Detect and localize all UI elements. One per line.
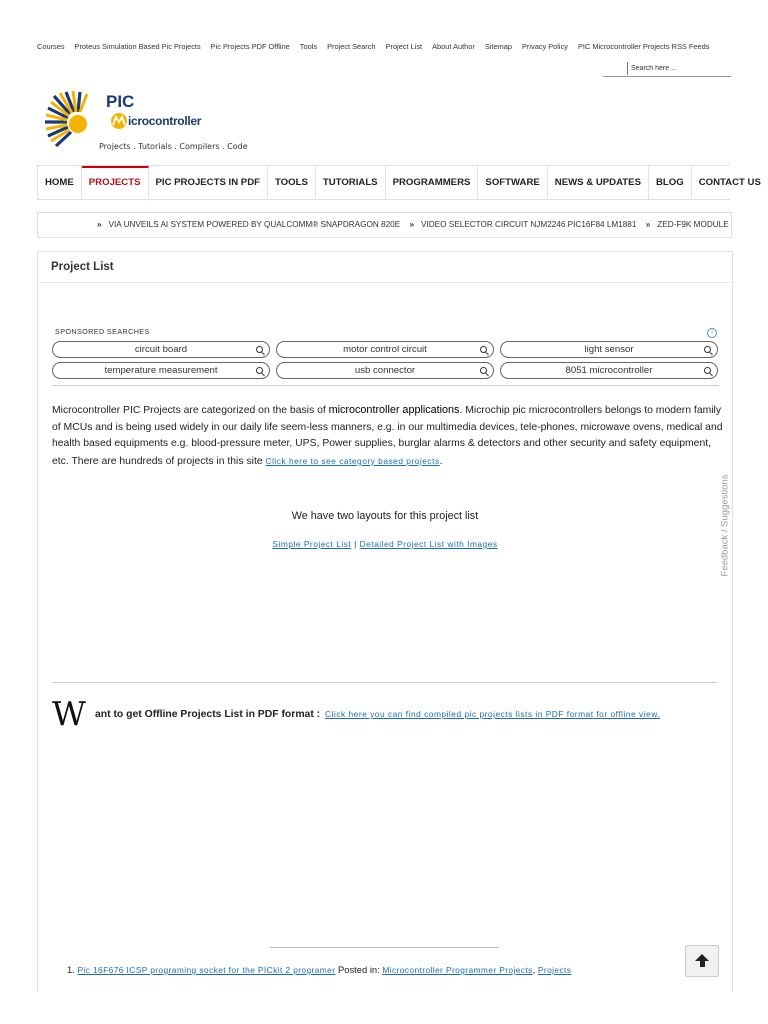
nav-pic-projects-pdf[interactable]: PIC PROJECTS IN PDF [149,166,268,199]
logo-microcontroller-text: icrocontroller [128,114,202,128]
nav-blog[interactable]: BLOG [649,166,692,199]
top-link-proteus[interactable]: Proteus Simulation Based Pic Projects [74,42,201,51]
ticker-item[interactable]: VIDEO SELECTOR CIRCUIT NJM2246 PIC16F84 LM1881 [421,220,637,229]
nav-projects[interactable]: PROJECTS [82,166,149,201]
link-divider: | [354,539,357,549]
sponsored-search-pill[interactable] [276,362,494,379]
chevron-right-icon: » [645,220,651,229]
divider [52,682,718,683]
ticker-item[interactable]: ZED-F9K MODULE [657,220,729,229]
sponsored-search-pill[interactable] [500,341,718,358]
layout-links [38,539,732,549]
pill-label: 8051 microcontroller [565,365,653,376]
top-link-project-search[interactable]: Project Search [327,42,376,51]
project-title-link[interactable]: Pic 16F676 ICSP programing socket for the PICkit 2 programer [77,965,336,975]
offline-pdf-link[interactable]: Click here you can find compiled pic projects lists in PDF format for offline view. [325,709,661,719]
search-icon [256,346,263,353]
search-icon [256,367,263,374]
logo-tagline: Projects . Tutorials . Compilers . Code [99,142,248,151]
top-link-sitemap[interactable]: Sitemap [484,42,512,51]
feedback-label: Feedback / Suggestions [719,474,731,577]
info-icon[interactable]: i [707,328,717,338]
simple-project-list-link[interactable]: Simple Project List [272,539,352,549]
nav-software[interactable]: SOFTWARE [478,166,547,199]
nav-tutorials[interactable]: TUTORIALS [316,166,386,199]
nav-programmers[interactable]: PROGRAMMERS [386,166,479,199]
chevron-right-icon: » [97,220,102,229]
sponsored-search-pill[interactable] [500,362,718,379]
intro-paragraph [52,402,724,470]
chevron-right-icon: » [409,220,415,229]
panel-title: Project List [38,252,732,283]
top-link-project-list[interactable]: Project List [385,42,423,51]
sponsored-searches-label: SPONSORED SEARCHES [55,327,150,336]
sunburst-logo-icon [38,90,100,148]
search-input[interactable] [627,62,734,75]
pill-label: usb connector [354,365,416,376]
sponsored-search-pill[interactable] [52,341,270,358]
comma: , [532,964,538,975]
top-link-privacy[interactable]: Privacy Policy [521,42,568,51]
ticker-item[interactable]: VIA UNVEILS AI SYSTEM POWERED BY QUALCOMM® SNAPDRAGON 820E [108,220,401,229]
nav-tools[interactable]: TOOLS [268,166,316,199]
category-projects-link[interactable]: Click here to see category based projects [265,455,440,466]
layouts-text: We have two layouts for this project list [291,510,479,522]
project-list-panel [37,251,733,992]
top-link-rss[interactable]: PIC Microcontroller Projects RSS Feeds [577,42,710,51]
category-link[interactable]: Projects [537,965,572,975]
search-icon [704,346,711,353]
divider [52,385,719,386]
top-link-tools[interactable]: Tools [299,42,318,51]
list-number: 1. [67,964,75,975]
top-link-courses[interactable]: Courses [37,42,65,51]
arrow-up-icon [695,954,709,961]
search-icon [480,367,487,374]
top-link-pdf-offline[interactable]: Pic Projects PDF Offline [210,42,290,51]
search-icon [704,367,711,374]
intro-bold-term: microcontroller applications [328,404,460,416]
sponsored-search-pill[interactable] [276,341,494,358]
top-link-about-author[interactable]: About Author [432,42,475,51]
nav-contact-us[interactable]: CONTACT US [692,166,768,199]
pill-label: light sensor [584,344,634,355]
top-links-bar [37,42,738,51]
main-nav [37,165,761,200]
nav-home[interactable]: HOME [37,166,82,199]
arrow-up-icon-stem [700,961,705,967]
search-icon [480,346,487,353]
pill-label: circuit board [134,344,188,355]
news-ticker [37,212,732,238]
divider [270,947,499,948]
drop-cap: W [52,694,86,733]
feedback-tab[interactable] [712,472,732,582]
pill-label: temperature measurement [104,365,218,376]
scroll-to-top-button[interactable] [685,945,719,977]
intro-end: . [439,455,443,467]
intro-text: Microcontroller PIC Projects are categorized on the basis of [52,405,329,416]
microchip-m-icon [110,113,128,129]
posted-in-label: Posted in: [335,964,383,975]
offline-pdf-line [95,709,660,720]
site-logo[interactable] [38,88,258,158]
search-box [603,60,731,77]
offline-text: ant to get Offline Projects List in PDF format : [95,709,321,720]
detailed-project-list-link[interactable]: Detailed Project List with Images [359,539,498,549]
logo-pic-text: PIC [106,92,135,111]
pill-label: motor control circuit [343,344,427,355]
list-item [67,964,571,975]
nav-news-updates[interactable]: NEWS & UPDATES [548,166,649,199]
category-link[interactable]: Microcontroller Programmer Projects [382,965,533,975]
intro-text: . Microchip pic microcontrollers belongs to modern family of MCUs and is being used widely in our daily life seem-less manners, e.g. in our multimedia devices, tele-phones, microwave ovens, medical and health based equipments e.g. blood-pressure meter, UPS, Power supplies, burglar alarms & detectors and other security and safety equipment, etc. There are hundreds of projects in this site [52,405,723,467]
sponsored-search-pill[interactable] [52,362,270,379]
